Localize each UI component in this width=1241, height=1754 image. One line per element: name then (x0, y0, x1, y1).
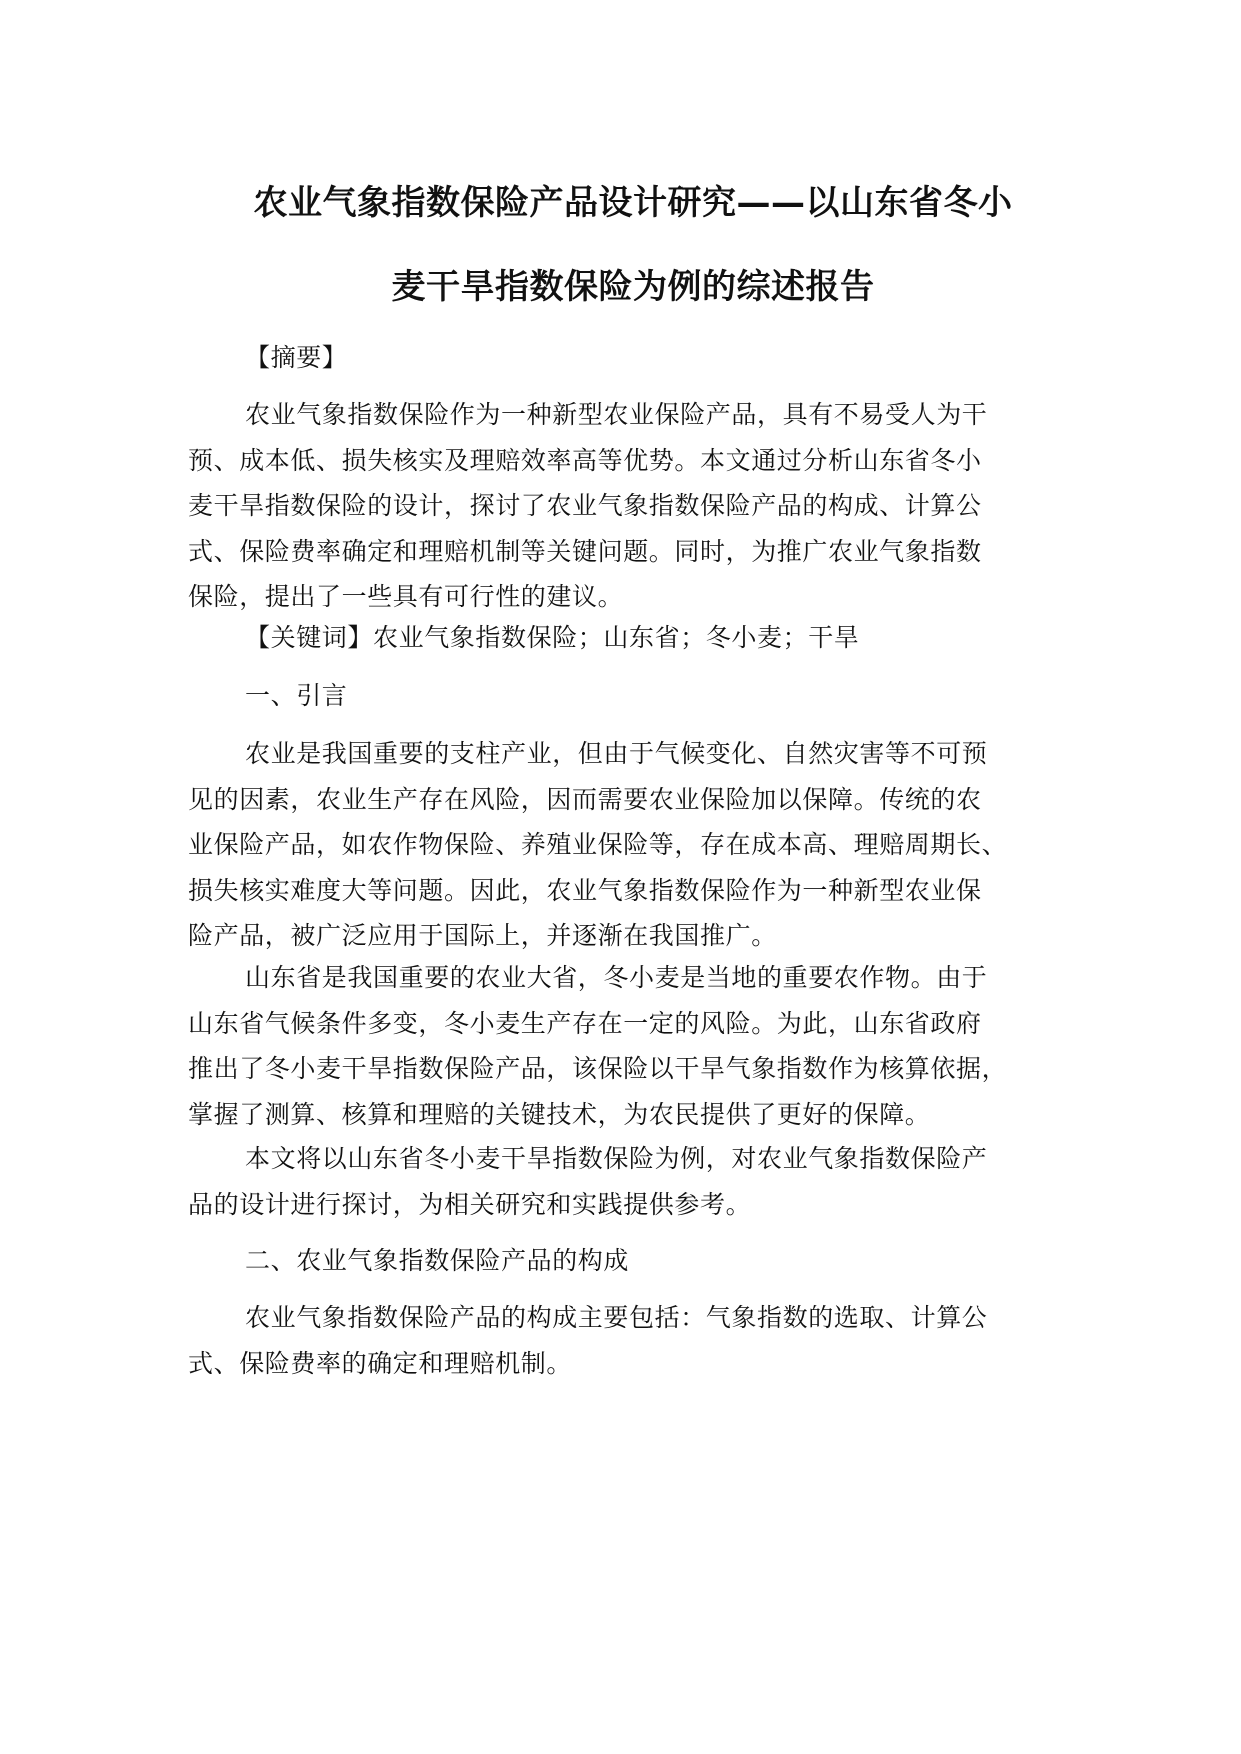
abstract-heading: 【摘要】 (245, 343, 348, 372)
paragraph-line: 损失核实难度大等问题。因此，农业气象指数保险作为一种新型农业保 (188, 875, 982, 905)
document-page (188, 0, 1078, 1754)
abstract-line: 式、保险费率确定和理赔机制等关键问题。同时，为推广农业气象指数 (188, 536, 982, 566)
abstract-line: 预、成本低、损失核实及理赔效率高等优势。本文通过分析山东省冬小 (188, 445, 982, 475)
paragraph-line: 式、保险费率的确定和理赔机制。 (188, 1348, 573, 1378)
paragraph-line: 业保险产品，如农作物保险、养殖业保险等，存在成本高、理赔周期长、 (188, 830, 1008, 859)
paragraph-line: 推出了冬小麦干旱指数保险产品，该保险以干旱气象指数作为核算依据， (188, 1054, 1008, 1083)
abstract-line: 麦干旱指数保险的设计，探讨了农业气象指数保险产品的构成、计算公 (188, 491, 982, 520)
paragraph-line: 掌握了测算、核算和理赔的关键技术，为农民提供了更好的保障。 (188, 1099, 931, 1129)
abstract-paragraph (188, 392, 1080, 620)
section-2-heading: 二、农业气象指数保险产品的构成 (245, 1246, 630, 1275)
abstract-line: 保险，提出了一些具有可行性的建议。 (188, 582, 624, 611)
document-title-line-2: 麦干旱指数保险为例的综述报告 (391, 267, 875, 307)
paragraph-line: 农业气象指数保险产品的构成主要包括：气象指数的选取、计算公 (245, 1303, 988, 1332)
section-1-heading: 一、引言 (245, 681, 348, 710)
keywords-line: 【关键词】农业气象指数保险；山东省；冬小麦；干旱 (245, 623, 860, 652)
paragraph-line: 险产品，被广泛应用于国际上，并逐渐在我国推广。 (188, 921, 777, 950)
paragraph-line: 本文将以山东省冬小麦干旱指数保险为例，对农业气象指数保险产 (245, 1144, 988, 1173)
paragraph-line: 品的设计进行探讨，为相关研究和实践提供参考。 (188, 1189, 752, 1219)
paragraph-line: 山东省是我国重要的农业大省，冬小麦是当地的重要农作物。由于 (245, 963, 988, 992)
abstract-line: 农业气象指数保险作为一种新型农业保险产品，具有不易受人为干 (245, 400, 988, 429)
paragraph-line: 山东省气候条件多变，冬小麦生产存在一定的风险。为此，山东省政府 (188, 1008, 982, 1038)
section-2-paragraph-1 (188, 1295, 1080, 1386)
section-1-paragraph-1 (188, 731, 1080, 959)
document-title-line-1: 农业气象指数保险产品设计研究——以山东省冬小 (253, 183, 1013, 223)
paragraph-line: 见的因素，农业生产存在风险，因而需要农业保险加以保障。传统的农 (188, 784, 982, 814)
paragraph-line: 农业是我国重要的支柱产业，但由于气候变化、自然灾害等不可预 (245, 739, 988, 768)
section-1-paragraph-2 (188, 955, 1080, 1137)
section-1-paragraph-3 (188, 1136, 1080, 1227)
